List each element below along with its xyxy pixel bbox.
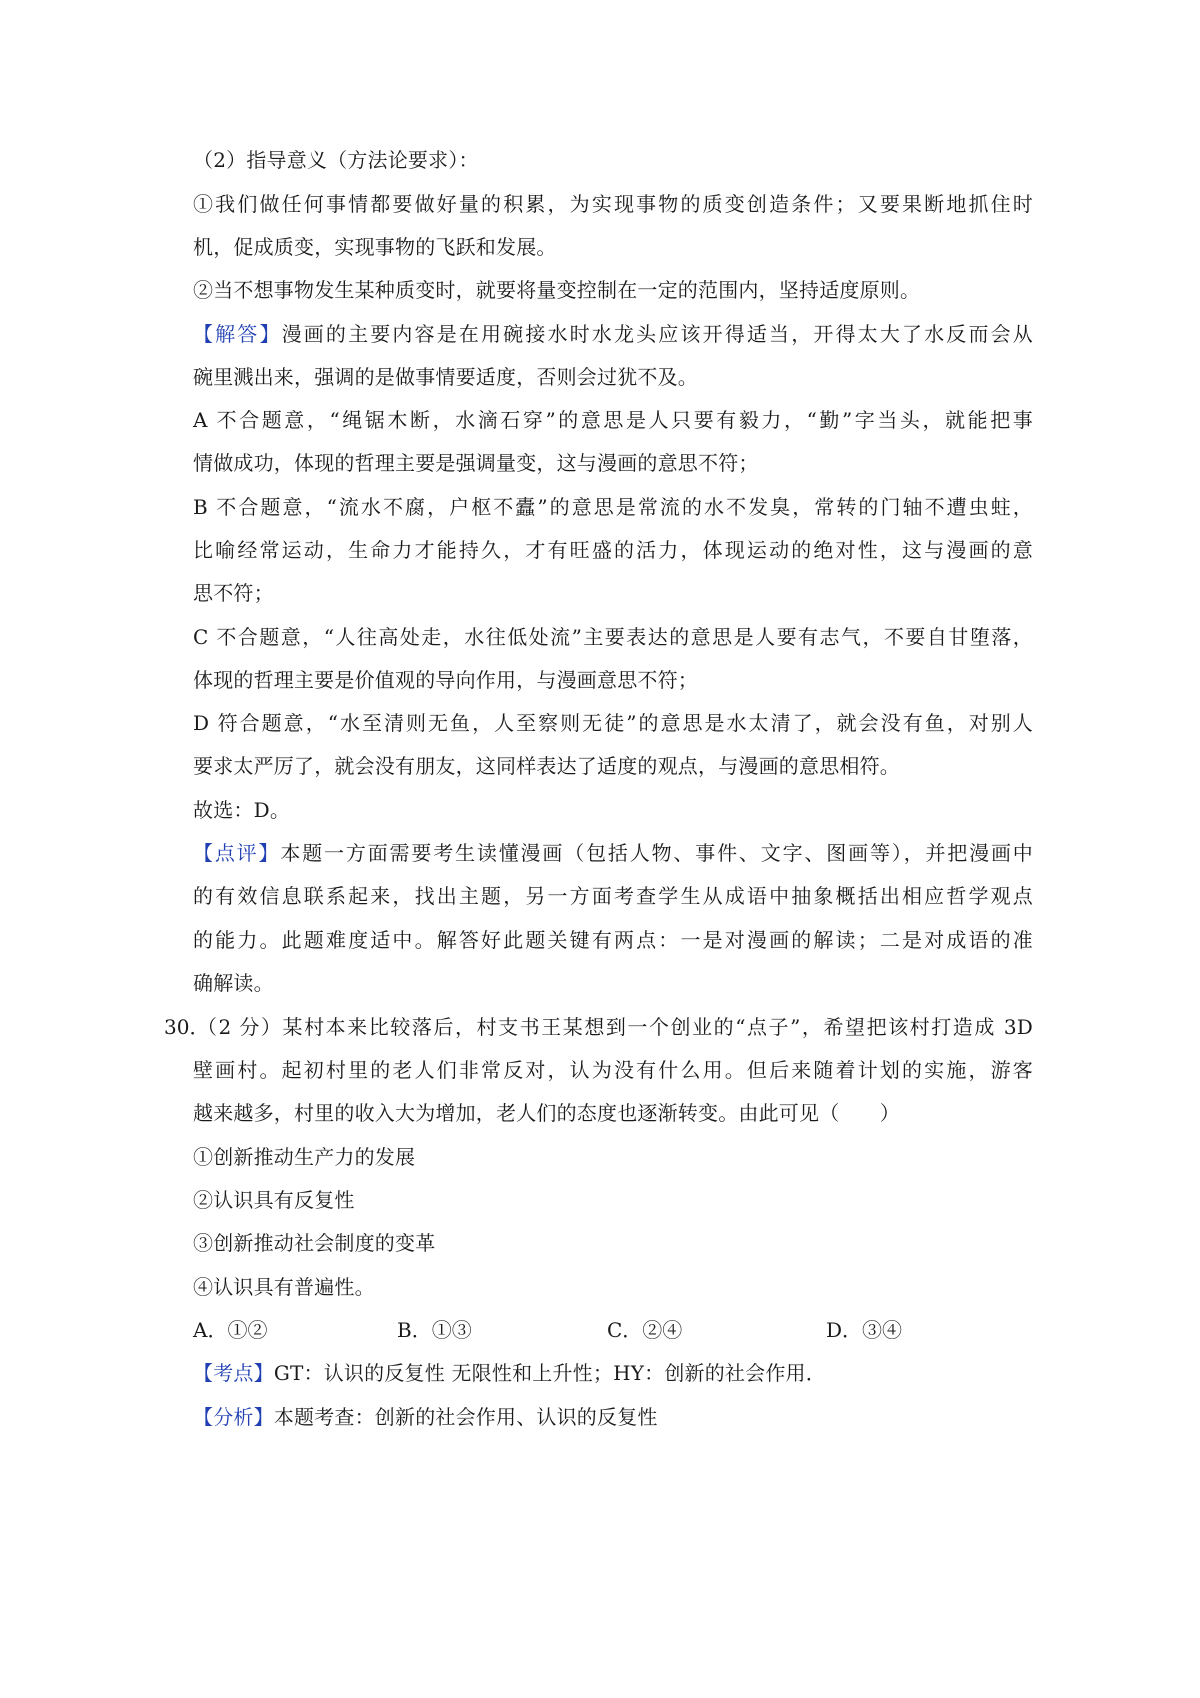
question-stem-line: （2 分）某村本来比较落后，村支书王某想到一个创业的“点子”，希望把该村打造成 3D (197, 1015, 1033, 1039)
question-stem-line: 壁画村。起初村里的老人们非常反对，认为没有什么用。但后来随着计划的实施，游客 (193, 1058, 1033, 1082)
text-line: 碗里溅出来，强调的是做事情要适度，否则会过犹不及。 (193, 365, 698, 389)
text-line: 比喻经常运动，生命力才能持久，才有旺盛的活力，体现运动的绝对性，这与漫画的意 (193, 538, 1033, 562)
option-d: D．③④ (826, 1318, 903, 1342)
question-number: 30． (164, 1015, 210, 1039)
statement-1: ①创新推动生产力的发展 (193, 1145, 416, 1169)
text-line: 的有效信息联系起来，找出主题，另一方面考查学生从成语中抽象概括出相应哲学观点 (193, 884, 1033, 908)
option-c-explanation-line: C 不合题意，“人往高处走，水往低处流”主要表达的意思是人要有志气，不要自甘堕落， (193, 625, 1033, 649)
fenxi-tag: 【分析】 (193, 1405, 274, 1429)
option-c: C．②④ (607, 1318, 683, 1342)
comment-tag: 【点评】 (193, 841, 281, 865)
kaodian-line (193, 1359, 1013, 1387)
fenxi-line (193, 1403, 1013, 1431)
option-a: A．①② (193, 1318, 268, 1342)
statement-3: ③创新推动社会制度的变革 (193, 1231, 436, 1255)
text-line: 的能力。此题难度适中。解答好此题关键有两点：一是对漫画的解读；二是对成语的准 (193, 928, 1033, 952)
kaodian-text: GT：认识的反复性 无限性和上升性；HY：创新的社会作用． (273, 1361, 826, 1385)
text-line: 确解读。 (193, 971, 274, 995)
answer-tag: 【解答】 (193, 322, 282, 346)
comment-paragraph-line (193, 839, 1033, 867)
question-stem-line: 越来越多，村里的收入大为增加，老人们的态度也逐渐转变。由此可见（ ） (193, 1101, 900, 1125)
kaodian-tag: 【考点】 (193, 1361, 274, 1385)
text-line: 体现的哲理主要是价值观的导向作用，与漫画意思不符； (193, 668, 698, 692)
answer-paragraph-line (193, 320, 1033, 348)
option-b: B．①③ (397, 1318, 472, 1342)
statement-4: ④认识具有普遍性。 (193, 1275, 375, 1299)
statement-2: ②认识具有反复性 (193, 1188, 355, 1212)
text-line-method-heading: （2）指导意义（方法论要求）： (193, 148, 479, 172)
option-b-explanation-line: B 不合题意，“流水不腐，户枢不蠹”的意思是常流的水不发臭，常转的门轴不遭虫蛀， (193, 495, 1033, 519)
text-line: 要求太严厉了，就会没有朋友，这同样表达了适度的观点，与漫画的意思相符。 (193, 754, 900, 778)
comment-text: 本题一方面需要考生读懂漫画（包括人物、事件、文字、图画等），并把漫画中 (280, 841, 1034, 865)
text-line: 机，促成质变，实现事物的飞跃和发展。 (193, 235, 557, 259)
option-a-explanation-line: A 不合题意，“绳锯木断，水滴石穿”的意思是人只要有毅力，“勤”字当头，就能把事 (193, 408, 1033, 432)
fenxi-text: 本题考查：创新的社会作用、认识的反复性 (273, 1405, 658, 1429)
text-line: 思不符； (193, 581, 274, 605)
answer-choice-line: 故选：D。 (193, 798, 291, 822)
text-line: 情做成功，体现的哲理主要是强调量变，这与漫画的意思不符； (193, 451, 759, 475)
option-d-explanation-line: D 符合题意，“水至清则无鱼，人至察则无徒”的意思是水太清了，就会没有鱼，对别人 (193, 711, 1033, 735)
text-line: ①我们做任何事情都要做好量的积累，为实现事物的质变创造条件；又要果断地抓住时 (193, 192, 1033, 216)
answer-text: 漫画的主要内容是在用碗接水时水龙头应该开得适当，开得太大了水反而会从 (281, 322, 1033, 346)
text-line: ②当不想事物发生某种质变时，就要将量变控制在一定的范围内，坚持适度原则。 (193, 278, 921, 302)
